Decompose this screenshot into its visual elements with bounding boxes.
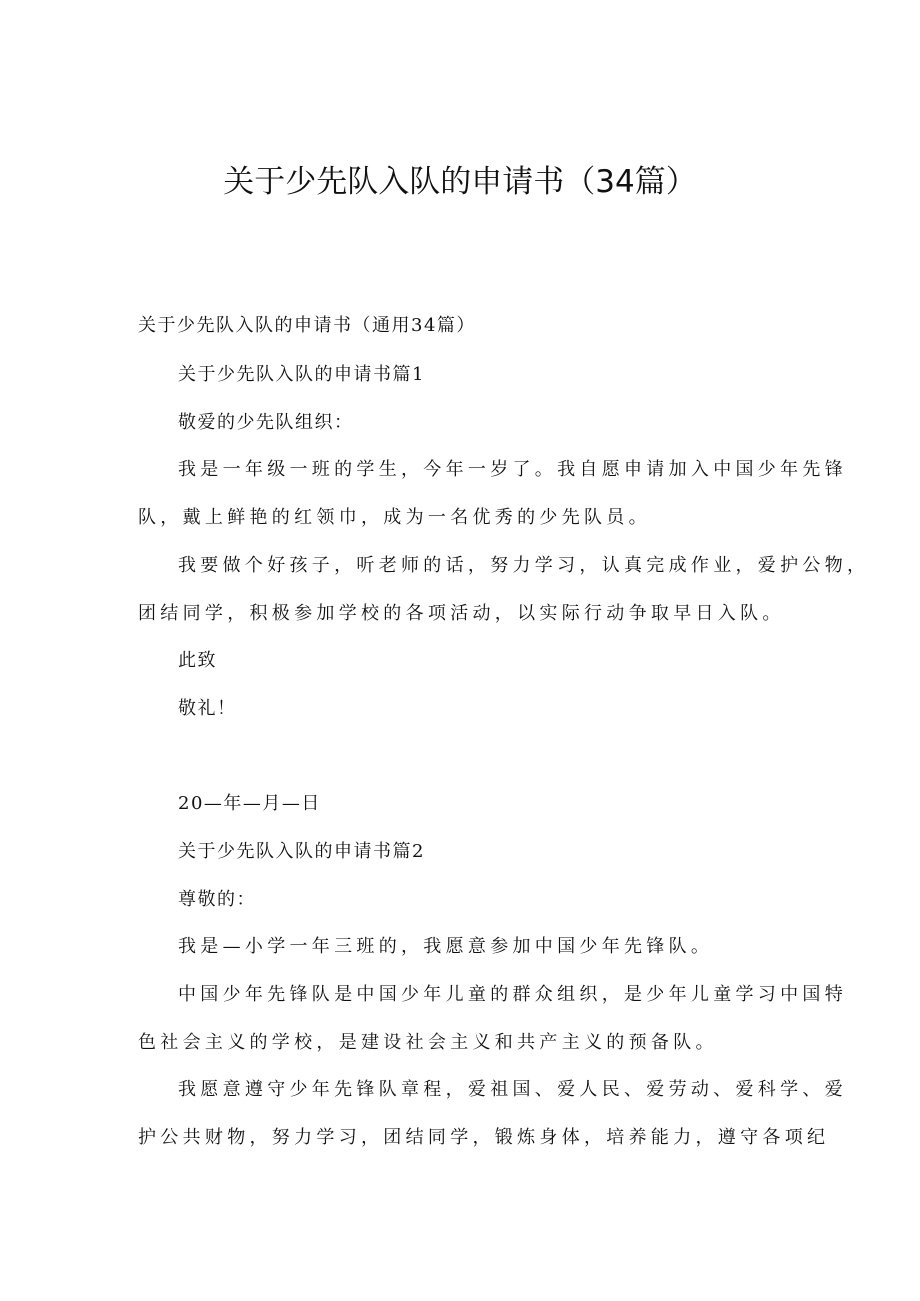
section-heading-2: 关于少先队入队的申请书篇2 — [178, 841, 425, 862]
closing-line: 此致 — [178, 650, 217, 671]
paragraph-line: 色社会主义的学校，是建设社会主义和共产主义的预备队。 — [138, 1032, 718, 1053]
paragraph-line: 团结同学，积极参加学校的各项活动，以实际行动争取早日入队。 — [138, 603, 785, 624]
paragraph-line: 队，戴上鲜艳的红领巾，成为一名优秀的少先队员。 — [138, 507, 651, 528]
paragraph-line: 我要做个好孩子，听老师的话，努力学习，认真完成作业，爱护公物， — [178, 555, 870, 576]
date-line: 20—年—月—日 — [178, 793, 321, 814]
paragraph-line: 我是一年级一班的学生，今年一岁了。我自愿申请加入中国少年先锋 — [178, 459, 847, 480]
closing-line: 敬礼！ — [178, 698, 237, 719]
salutation-1: 敬爱的少先队组织： — [178, 412, 354, 433]
section-heading-1: 关于少先队入队的申请书篇1 — [178, 364, 425, 385]
paragraph-line: 我是—小学一年三班的，我愿意参加中国少年先锋队。 — [178, 936, 714, 957]
document-title: 关于少先队入队的申请书（34篇） — [223, 164, 697, 200]
document-subtitle: 关于少先队入队的申请书（通用34篇） — [138, 315, 476, 336]
paragraph-line: 我愿意遵守少年先锋队章程，爱祖国、爱人民、爱劳动、爱科学、爱 — [178, 1079, 847, 1100]
paragraph-line: 护公共财物，努力学习，团结同学，锻炼身体，培养能力，遵守各项纪 — [138, 1127, 830, 1148]
paragraph-line: 中国少年先锋队是中国少年儿童的群众组织，是少年儿童学习中国特 — [178, 984, 847, 1005]
salutation-2: 尊敬的： — [178, 889, 256, 910]
